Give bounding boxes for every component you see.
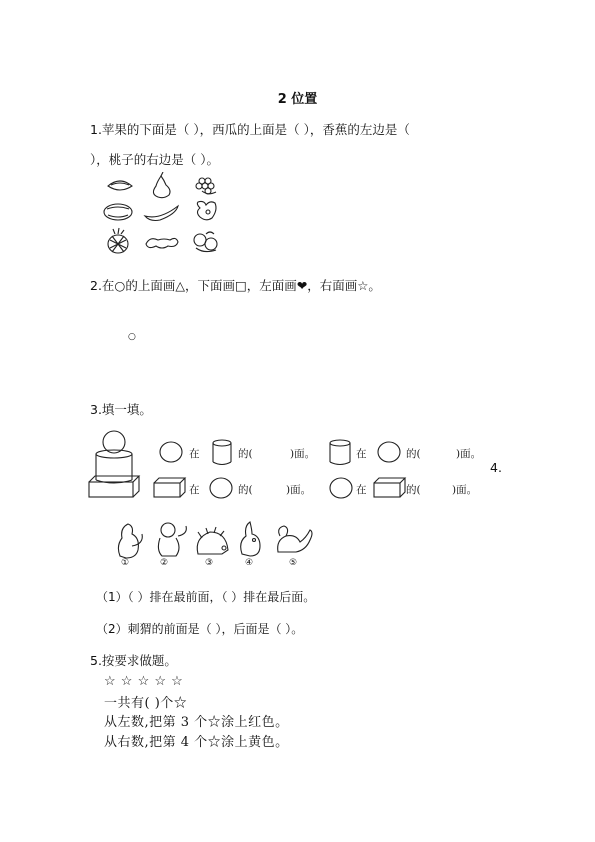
q3-row1a-mian: )面。: [290, 448, 316, 460]
stacked-shapes-image: [86, 430, 146, 502]
q3-text: 3.填一填。: [90, 402, 152, 417]
animal-label-3: ③: [205, 558, 214, 568]
q3-row1b-de: 的(: [406, 448, 421, 460]
ball-icon: [208, 476, 236, 500]
banana-icon: [145, 206, 178, 221]
squirrel-icon: [118, 524, 142, 558]
q5-line2: 从左数,把第 3 个☆涂上红色。: [104, 715, 289, 730]
ball-icon: [328, 476, 356, 500]
monkey-icon: [158, 523, 186, 556]
q5-line1: 一共有( )个☆: [104, 696, 188, 711]
rabbit-icon: [241, 522, 260, 556]
q3-row1a-de: 的(: [238, 448, 253, 460]
q3-row1b-zai: 在: [356, 448, 367, 460]
fruit-grid-image: [98, 172, 228, 262]
pineapple-icon: [108, 228, 128, 253]
animal-label-5: ⑤: [289, 558, 298, 568]
ball-icon: [376, 440, 404, 464]
pear-icon: [153, 172, 170, 198]
peanut-icon: [146, 238, 178, 248]
q1-line1: 1.苹果的下面是（ ），西瓜的上面是（ ），香蕉的左边是（: [90, 122, 410, 137]
hedgehog-icon: [197, 527, 228, 554]
q3-row2b-zai: 在: [356, 484, 367, 496]
cylinder-icon: [210, 438, 236, 468]
apple-icon: [197, 201, 216, 219]
q3-row2b-mian: )面。: [452, 484, 478, 496]
small-circle-mark: ○: [128, 332, 136, 342]
star-row: ☆ ☆ ☆ ☆ ☆: [104, 674, 184, 689]
animal-label-2: ②: [160, 558, 169, 568]
q1-line2: ），桃子的右边是（ ）。: [90, 152, 219, 167]
watermelon-icon: [104, 204, 132, 220]
q3-row2a-de: 的(: [238, 484, 253, 496]
q4-part1: （1）（ ）排在最前面，（ ）排在最后面。: [96, 590, 316, 604]
cylinder-icon: [96, 450, 132, 483]
q5-line3: 从右数,把第 4 个☆涂上黄色。: [104, 735, 289, 750]
q3-row2b-de: 的(: [406, 484, 421, 496]
animal-label-1: ①: [121, 558, 130, 568]
box-icon: [372, 476, 408, 500]
grapes-icon: [196, 178, 216, 194]
box-icon: [152, 476, 188, 500]
ball-icon: [158, 440, 186, 464]
q3-row2a-zai: 在: [189, 484, 200, 496]
peach-icon: [194, 232, 217, 252]
q4-part2: （2）刺猬的前面是（ ），后面是（ ）。: [96, 622, 304, 636]
q3-row1a-zai: 在: [189, 448, 200, 460]
melon-slice-icon: [108, 181, 132, 190]
q3-row1b-mian: )面。: [456, 448, 482, 460]
animal-label-4: ④: [245, 558, 254, 568]
q2-text: 2.在○的上面画△，下面画□，左面画❤，右面画☆。: [90, 278, 381, 293]
q5-text: 5.按要求做题。: [90, 653, 177, 668]
cylinder-icon: [328, 438, 354, 468]
page-title: 2 位置: [277, 92, 318, 107]
q4-number: 4.: [490, 460, 502, 475]
dinosaur-icon: [278, 526, 312, 552]
q3-row2a-mian: )面。: [286, 484, 312, 496]
